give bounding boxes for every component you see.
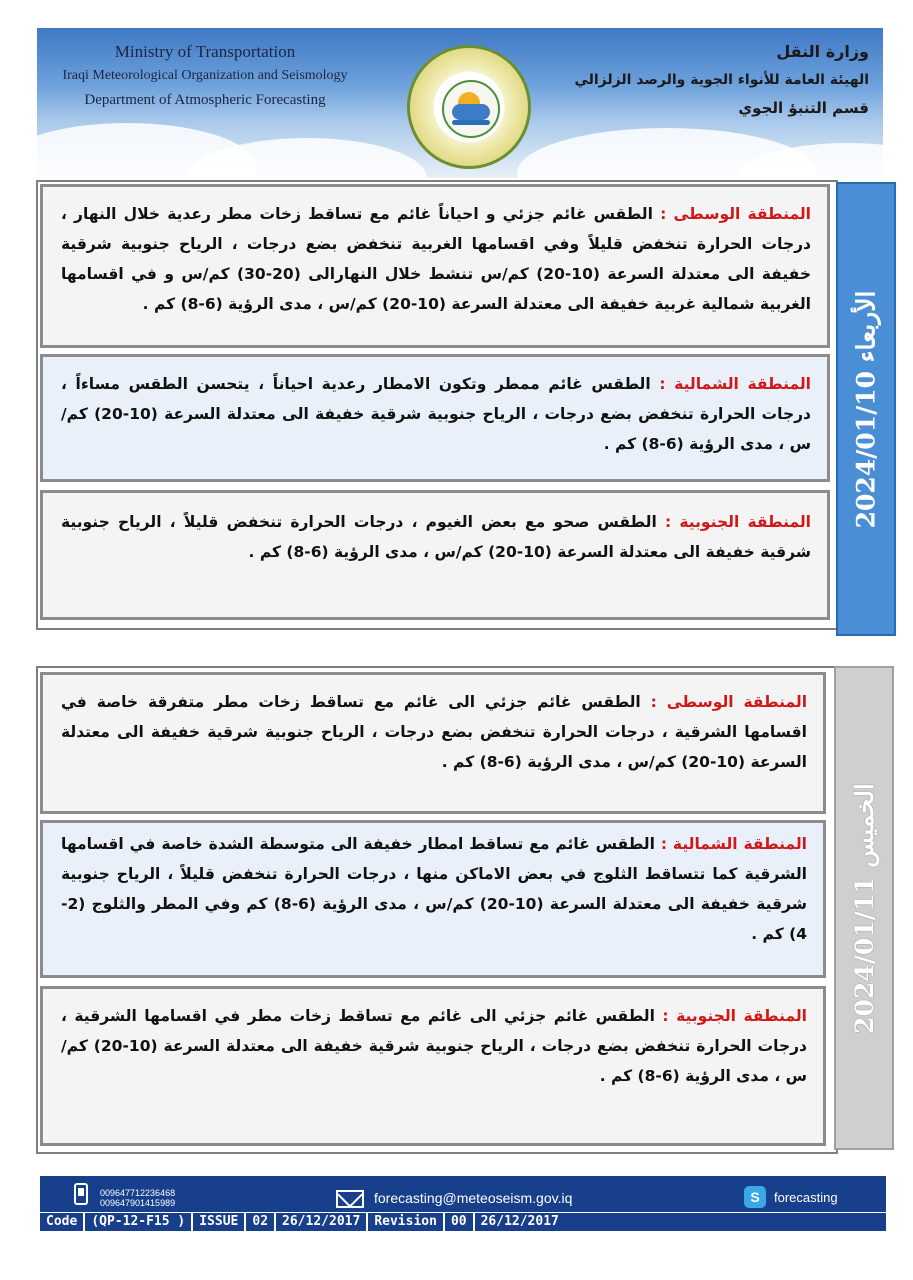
day2-central-forecast	[61, 687, 807, 777]
day1-date-band	[836, 182, 896, 636]
code-value: (QP-12-F15 )	[85, 1213, 193, 1231]
day2-northern-forecast	[61, 829, 807, 949]
forecast-text: الطقس صحو مع بعض الغيوم ، درجات الحرارة تنخفض قليلاً ، الرياح جنوبية شرقية خفيفة الى معتدلة السرعة (10-20) كم/س ، مدى الرؤية (6-8) كم .	[61, 513, 811, 561]
organization-name-ar: الهيئة العامة للأنواء الجوية والرصد الزلزالي	[574, 72, 869, 88]
day1-central-forecast	[61, 199, 811, 319]
department-name-ar: قسم التنبؤ الجوي	[738, 99, 869, 117]
day2-central-box	[40, 672, 826, 814]
day2-southern-box	[40, 986, 826, 1146]
mobile-phone-icon	[74, 1183, 88, 1205]
cloud-icon	[452, 104, 490, 120]
logo-emblem	[442, 80, 500, 138]
region-label: المنطقة الوسطى :	[650, 693, 808, 711]
day2-northern-box	[40, 820, 826, 978]
department-name-en: Department of Atmospheric Forecasting	[84, 92, 326, 108]
organization-name-en: Iraqi Meteorological Organization and Seismology	[62, 68, 348, 83]
wave-icon	[452, 120, 490, 125]
issue-label: ISSUE	[193, 1213, 246, 1231]
region-label: المنطقة الجنوبية :	[664, 513, 811, 531]
phone-numbers	[100, 1188, 175, 1208]
email-address[interactable]: forecasting@meteoseism.gov.iq	[374, 1190, 573, 1206]
revision-label: Revision	[368, 1213, 445, 1231]
header-banner	[37, 28, 883, 178]
issue-number: 02	[246, 1213, 276, 1231]
revision-date: 26/12/2017	[480, 1214, 559, 1229]
day2-date-label: الخميس 2024/01/11	[849, 782, 879, 1034]
day1-northern-box	[40, 354, 830, 482]
skype-icon: S	[744, 1186, 766, 1208]
header-arabic	[569, 38, 869, 122]
day2-date-band	[834, 666, 894, 1150]
day1-northern-forecast	[61, 369, 811, 459]
organization-logo-icon	[407, 45, 531, 169]
region-label: المنطقة الشمالية :	[660, 835, 807, 853]
revision-number: 00	[445, 1213, 475, 1231]
day1-date-label: الأربعاء 2024/01/10	[851, 290, 881, 528]
ministry-name-ar: وزارة النقل	[776, 42, 869, 61]
phone-number: 009647712236468	[100, 1188, 176, 1198]
forecast-text: الطقس غائم جزئي و احياناً غائم مع تساقط زخات مطر رعدية خلال النهار ، درجات الحرارة تنخفض قليلاً وفي اقسامها الغربية تنخفض بضع درجات ، الرياح جنوبية شرقية خفيفة الى معتدلة السرعة (10-20) كم/س تنشط خلال النهارالى (20-30) كم/س و في اقسامها الغربية شمالية غربية خفيفة الى معتدلة السرعة (10-20) كم/س ، مدى الرؤية (6-8) كم .	[61, 205, 811, 313]
forecast-text: الطقس غائم جزئي الى غائم مع تساقط زخات مطر متفرقة خاصة في اقسامها الشرقية ، درجات الحرارة تنخفض بضع درجات ، الرياح جنوبية شرقية خفيفة الى معتدلة السرعة (10-20) كم/س ، مدى الرؤية (6-8) كم .	[61, 693, 807, 771]
phone-number: 009647901415989	[100, 1198, 176, 1208]
header-english	[55, 40, 355, 112]
skype-handle[interactable]: forecasting	[774, 1190, 838, 1205]
day1-southern-forecast	[61, 507, 811, 567]
forecast-text: الطقس غائم مع تساقط امطار خفيفة الى متوسطة الشدة خاصة في اقسامها الشرقية كما تتساقط الثلوج في بعض الاماكن منها ، درجات الحرارة تنخفض قليلاً ، الرياح جنوبية شرقية خفيفة الى معتدلة السرعة (10-20) كم/س ، مدى الرؤية (6-8) كم وفي المطر والثلوج (2-4) كم .	[61, 835, 807, 943]
forecast-text: الطقس غائم جزئي الى غائم مع تساقط زخات مطر في اقسامها الشرقية ، درجات الحرارة تنخفض بضع درجات ، الرياح جنوبية شرقية خفيفة الى معتدلة السرعة (10-20) كم/س ، مدى الرؤية (6-8) كم .	[61, 1007, 808, 1085]
document-code-row	[40, 1212, 886, 1231]
day1-central-box	[40, 184, 830, 348]
region-label: المنطقة الجنوبية :	[662, 1007, 807, 1025]
footer-bar	[40, 1176, 886, 1230]
ministry-name-en: Ministry of Transportation	[114, 42, 296, 61]
envelope-icon	[336, 1190, 364, 1208]
issue-date: 26/12/2017	[276, 1213, 368, 1231]
day1-southern-box	[40, 490, 830, 620]
code-label: Code	[40, 1213, 85, 1231]
region-label: المنطقة الوسطى :	[660, 205, 811, 223]
forecast-text: الطقس غائم ممطر وتكون الامطار رعدية احياناً ، يتحسن الطقس مساءاً ، درجات الحرارة تنخفض بضع درجات ، الرياح جنوبية شرقية خفيفة الى معتدلة السرعة (10-20) كم/س ، مدى الرؤية (6-8) كم .	[61, 375, 811, 453]
day2-southern-forecast	[61, 1001, 807, 1091]
region-label: المنطقة الشمالية :	[659, 375, 811, 393]
